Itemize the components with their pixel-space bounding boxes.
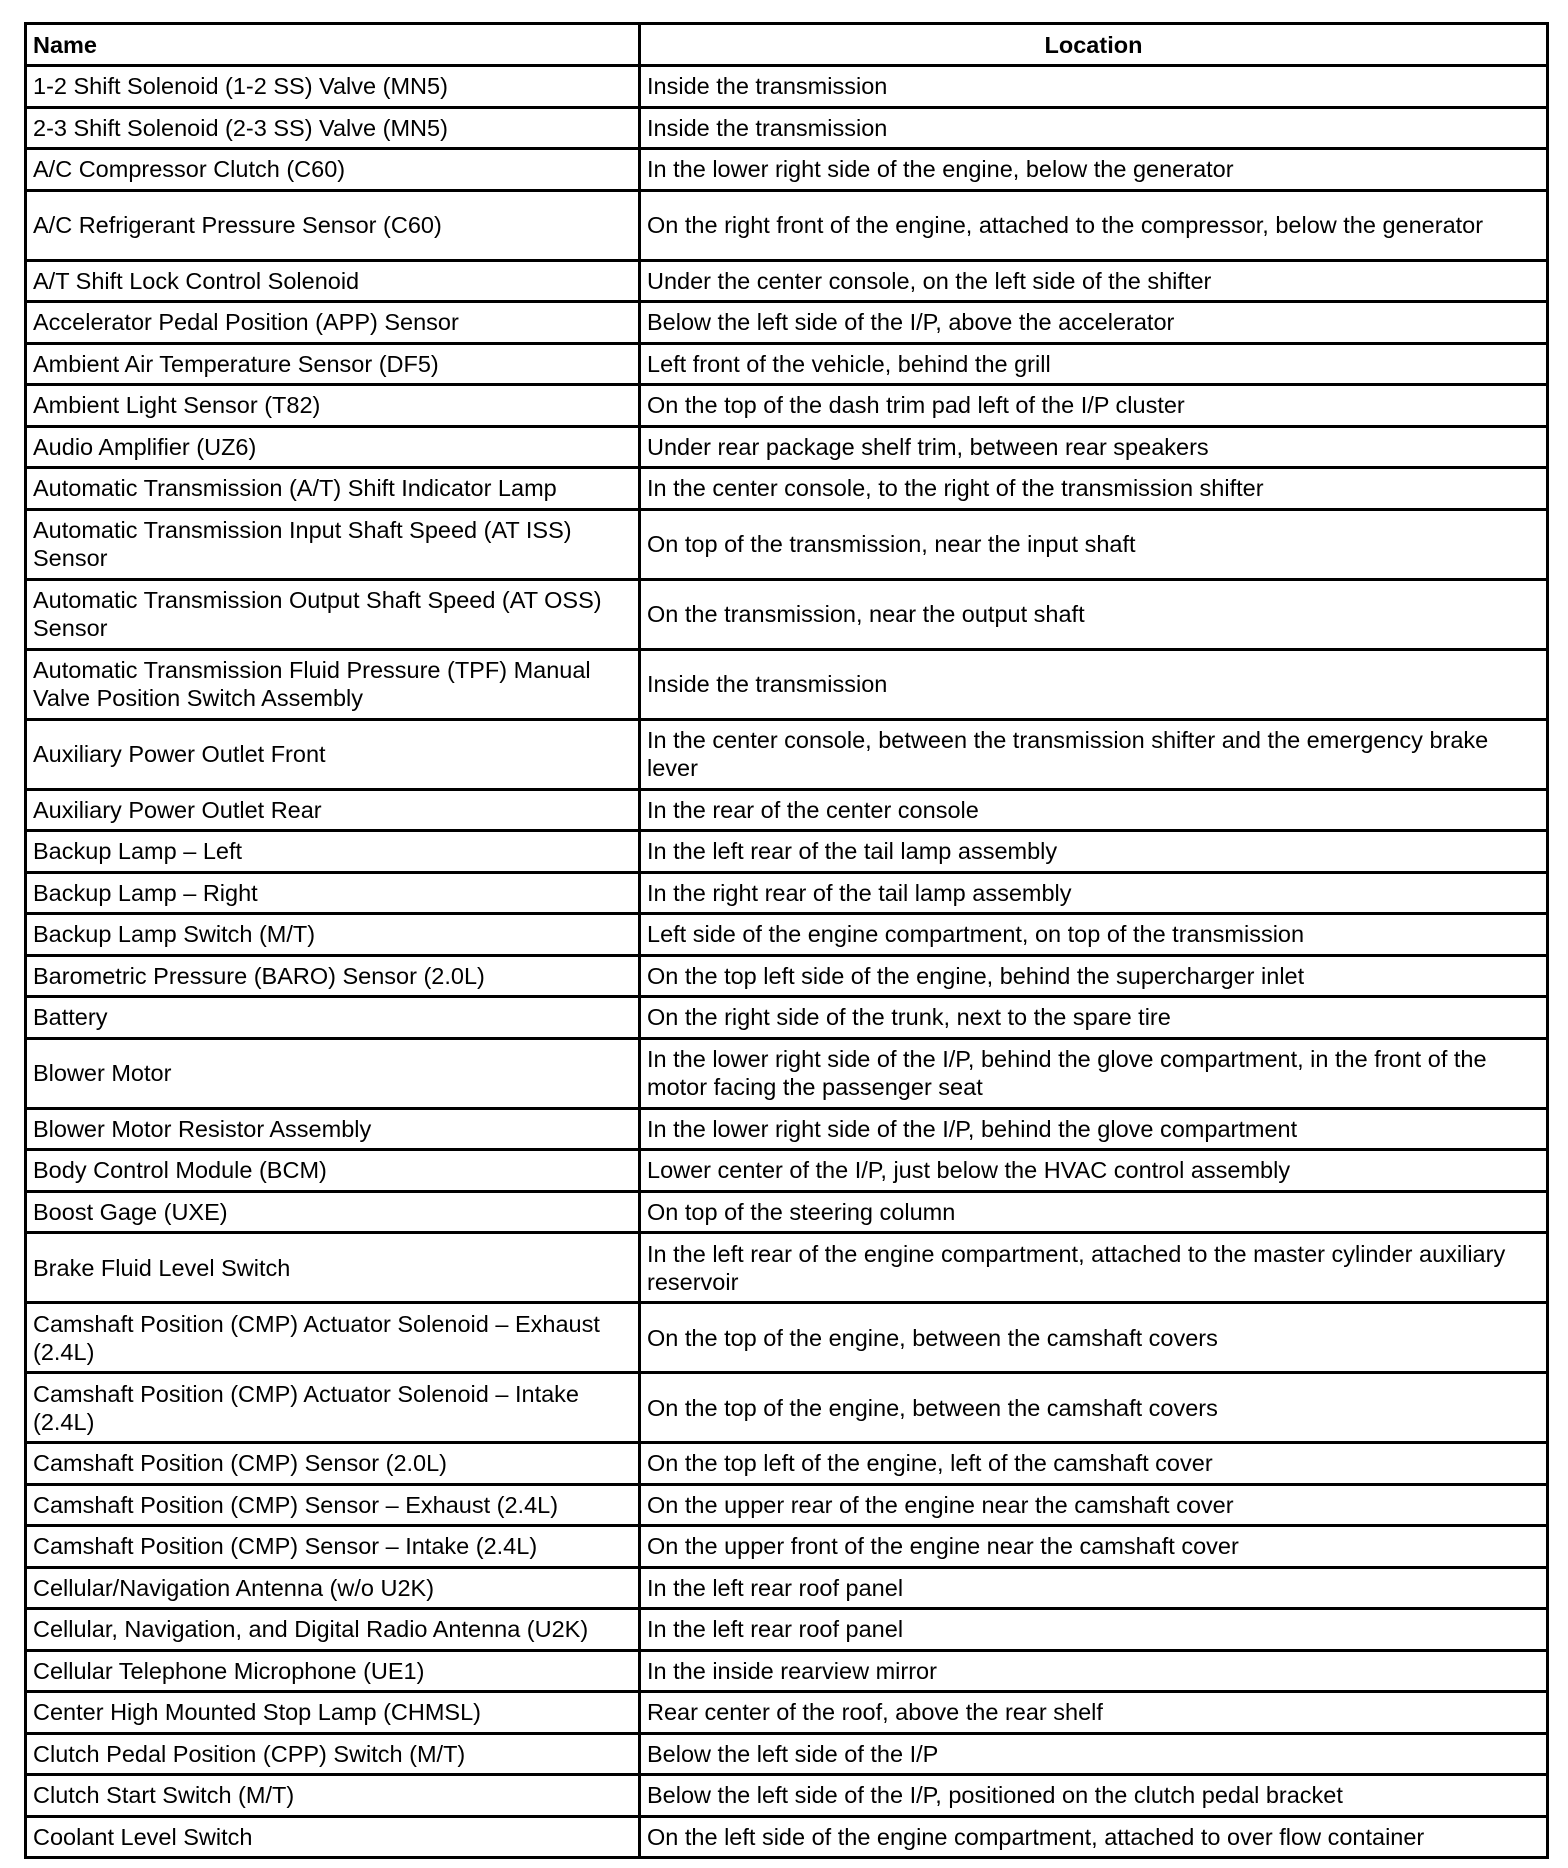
- table-row: [26, 649, 1548, 719]
- component-location-cell: In the left rear of the engine compartment, attached to the master cylinder auxiliary reservoir: [640, 1233, 1548, 1303]
- component-location-cell: In the lower right side of the engine, below the generator: [640, 149, 1548, 191]
- component-name-cell: Clutch Pedal Position (CPP) Switch (M/T): [26, 1733, 640, 1775]
- component-location-cell: In the inside rearview mirror: [640, 1650, 1548, 1692]
- component-name-cell: Camshaft Position (CMP) Actuator Solenoid – Intake (2.4L): [26, 1373, 640, 1443]
- table-row: [26, 509, 1548, 579]
- table-row: [26, 955, 1548, 997]
- component-name-cell: Camshaft Position (CMP) Actuator Solenoid – Exhaust (2.4L): [26, 1303, 640, 1373]
- component-name-cell: Battery: [26, 997, 640, 1039]
- component-location-cell: On top of the steering column: [640, 1191, 1548, 1233]
- component-location-cell: In the center console, to the right of the transmission shifter: [640, 468, 1548, 510]
- component-name-cell: Cellular Telephone Microphone (UE1): [26, 1650, 640, 1692]
- table-row: [26, 579, 1548, 649]
- table-row: [26, 1650, 1548, 1692]
- component-location-cell: On the top of the engine, between the camshaft covers: [640, 1303, 1548, 1373]
- component-name-cell: Clutch Start Switch (M/T): [26, 1775, 640, 1817]
- component-name-cell: Barometric Pressure (BARO) Sensor (2.0L): [26, 955, 640, 997]
- table-row: [26, 1443, 1548, 1485]
- component-location-cell: Inside the transmission: [640, 66, 1548, 108]
- table-row: [26, 1526, 1548, 1568]
- component-location-cell: Lower center of the I/P, just below the HVAC control assembly: [640, 1150, 1548, 1192]
- component-location-cell: On the top of the engine, between the camshaft covers: [640, 1373, 1548, 1443]
- table-row: [26, 1484, 1548, 1526]
- component-name-cell: Blower Motor: [26, 1038, 640, 1108]
- table-row: [26, 260, 1548, 302]
- component-location-cell: Below the left side of the I/P: [640, 1733, 1548, 1775]
- component-name-cell: Camshaft Position (CMP) Sensor – Intake (2.4L): [26, 1526, 640, 1568]
- component-location-cell: On the transmission, near the output shaft: [640, 579, 1548, 649]
- table-row: [26, 872, 1548, 914]
- component-name-cell: Camshaft Position (CMP) Sensor – Exhaust (2.4L): [26, 1484, 640, 1526]
- component-location-cell: In the lower right side of the I/P, behind the glove compartment, in the front of the motor facing the passenger seat: [640, 1038, 1548, 1108]
- component-name-cell: Automatic Transmission (A/T) Shift Indicator Lamp: [26, 468, 640, 510]
- component-location-cell: Left front of the vehicle, behind the grill: [640, 343, 1548, 385]
- table-row: [26, 789, 1548, 831]
- component-location-cell: In the right rear of the tail lamp assembly: [640, 872, 1548, 914]
- component-name-cell: 1-2 Shift Solenoid (1-2 SS) Valve (MN5): [26, 66, 640, 108]
- component-name-cell: Auxiliary Power Outlet Front: [26, 719, 640, 789]
- component-location-cell: On the top left of the engine, left of the camshaft cover: [640, 1443, 1548, 1485]
- component-name-cell: Automatic Transmission Input Shaft Speed (AT ISS) Sensor: [26, 509, 640, 579]
- component-location-cell: In the left rear roof panel: [640, 1609, 1548, 1651]
- component-location-cell: On the right front of the engine, attached to the compressor, below the generator: [640, 190, 1548, 260]
- component-name-cell: Backup Lamp Switch (M/T): [26, 914, 640, 956]
- table-row: [26, 1150, 1548, 1192]
- table-row: [26, 1609, 1548, 1651]
- table-row: [26, 1191, 1548, 1233]
- header-row: [26, 24, 1548, 66]
- component-location-cell: In the left rear of the tail lamp assembly: [640, 831, 1548, 873]
- table-row: [26, 719, 1548, 789]
- component-name-cell: Boost Gage (UXE): [26, 1191, 640, 1233]
- table-row: [26, 66, 1548, 108]
- component-name-cell: A/T Shift Lock Control Solenoid: [26, 260, 640, 302]
- table-row: [26, 343, 1548, 385]
- component-location-cell: Under the center console, on the left side of the shifter: [640, 260, 1548, 302]
- component-location-cell: On top of the transmission, near the input shaft: [640, 509, 1548, 579]
- component-name-cell: Blower Motor Resistor Assembly: [26, 1108, 640, 1150]
- table-row: [26, 1733, 1548, 1775]
- component-location-cell: On the left side of the engine compartment, attached to over flow container: [640, 1816, 1548, 1858]
- table-row: [26, 1373, 1548, 1443]
- component-location-cell: In the left rear roof panel: [640, 1567, 1548, 1609]
- component-name-cell: 2-3 Shift Solenoid (2-3 SS) Valve (MN5): [26, 107, 640, 149]
- component-name-cell: Camshaft Position (CMP) Sensor (2.0L): [26, 1443, 640, 1485]
- component-name-cell: Audio Amplifier (UZ6): [26, 426, 640, 468]
- component-name-cell: Auxiliary Power Outlet Rear: [26, 789, 640, 831]
- component-name-cell: Cellular/Navigation Antenna (w/o U2K): [26, 1567, 640, 1609]
- table-row: [26, 1303, 1548, 1373]
- table-row: [26, 1567, 1548, 1609]
- component-location-cell: Rear center of the roof, above the rear shelf: [640, 1692, 1548, 1734]
- component-name-cell: Center High Mounted Stop Lamp (CHMSL): [26, 1692, 640, 1734]
- component-location-cell: Below the left side of the I/P, above the accelerator: [640, 302, 1548, 344]
- component-name-cell: A/C Compressor Clutch (C60): [26, 149, 640, 191]
- name-column-header: Name: [26, 24, 640, 66]
- component-location-cell: On the upper front of the engine near the camshaft cover: [640, 1526, 1548, 1568]
- component-name-cell: Ambient Air Temperature Sensor (DF5): [26, 343, 640, 385]
- component-name-cell: Coolant Level Switch: [26, 1816, 640, 1858]
- table-row: [26, 385, 1548, 427]
- location-column-header: Location: [640, 24, 1548, 66]
- component-name-cell: Backup Lamp – Left: [26, 831, 640, 873]
- component-location-table: [24, 22, 1549, 1859]
- component-name-cell: Backup Lamp – Right: [26, 872, 640, 914]
- table-row: [26, 1816, 1548, 1858]
- component-location-cell: Left side of the engine compartment, on top of the transmission: [640, 914, 1548, 956]
- component-location-cell: In the rear of the center console: [640, 789, 1548, 831]
- component-location-cell: Under rear package shelf trim, between rear speakers: [640, 426, 1548, 468]
- table-row: [26, 831, 1548, 873]
- component-location-cell: Below the left side of the I/P, positioned on the clutch pedal bracket: [640, 1775, 1548, 1817]
- table-row: [26, 468, 1548, 510]
- table-row: [26, 302, 1548, 344]
- table-row: [26, 107, 1548, 149]
- component-location-cell: On the upper rear of the engine near the camshaft cover: [640, 1484, 1548, 1526]
- table-row: [26, 1233, 1548, 1303]
- table-row: [26, 149, 1548, 191]
- component-name-cell: Body Control Module (BCM): [26, 1150, 640, 1192]
- table-row: [26, 914, 1548, 956]
- table-row: [26, 1692, 1548, 1734]
- component-name-cell: Accelerator Pedal Position (APP) Sensor: [26, 302, 640, 344]
- component-name-cell: Automatic Transmission Output Shaft Speed (AT OSS) Sensor: [26, 579, 640, 649]
- component-location-cell: Inside the transmission: [640, 649, 1548, 719]
- component-location-cell: On the right side of the trunk, next to the spare tire: [640, 997, 1548, 1039]
- table-row: [26, 426, 1548, 468]
- component-name-cell: Cellular, Navigation, and Digital Radio Antenna (U2K): [26, 1609, 640, 1651]
- table-body: [26, 66, 1548, 1858]
- component-location-cell: In the lower right side of the I/P, behind the glove compartment: [640, 1108, 1548, 1150]
- component-location-cell: In the center console, between the transmission shifter and the emergency brake lever: [640, 719, 1548, 789]
- component-name-cell: Automatic Transmission Fluid Pressure (TPF) Manual Valve Position Switch Assembly: [26, 649, 640, 719]
- table-header: [26, 24, 1548, 66]
- table-row: [26, 997, 1548, 1039]
- component-name-cell: Brake Fluid Level Switch: [26, 1233, 640, 1303]
- table-row: [26, 1108, 1548, 1150]
- component-location-cell: On the top left side of the engine, behind the supercharger inlet: [640, 955, 1548, 997]
- table-row: [26, 1038, 1548, 1108]
- component-location-cell: On the top of the dash trim pad left of the I/P cluster: [640, 385, 1548, 427]
- component-location-cell: Inside the transmission: [640, 107, 1548, 149]
- component-name-cell: Ambient Light Sensor (T82): [26, 385, 640, 427]
- table-row: [26, 190, 1548, 260]
- component-name-cell: A/C Refrigerant Pressure Sensor (C60): [26, 190, 640, 260]
- table-row: [26, 1775, 1548, 1817]
